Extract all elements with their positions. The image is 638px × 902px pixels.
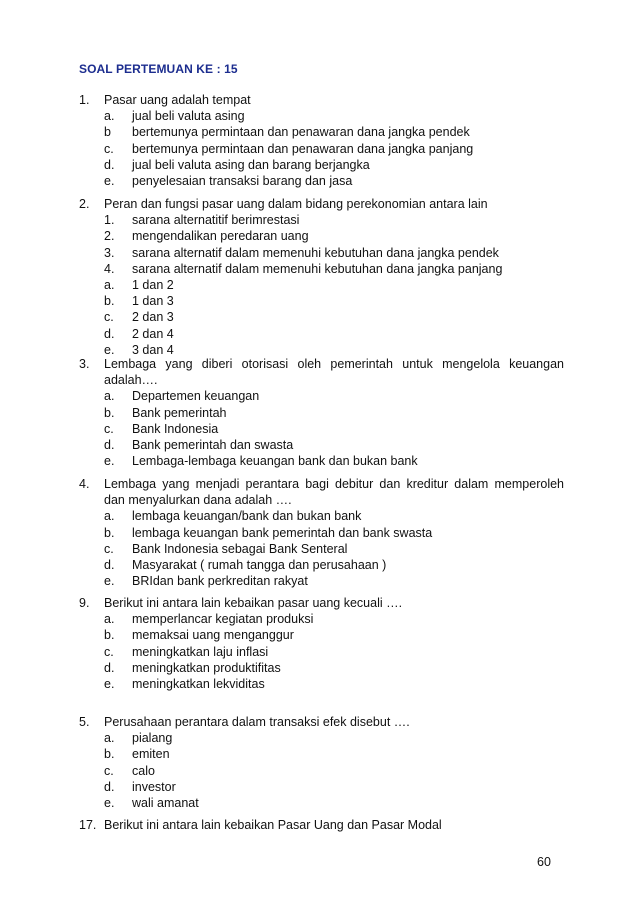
option-text: 1 dan 2	[132, 278, 174, 293]
option-text: sarana alternatitif berimrestasi	[132, 213, 300, 228]
option-c	[104, 421, 564, 437]
option-text: memaksai uang menganggur	[132, 628, 294, 643]
question-stem	[79, 196, 564, 212]
question-number: 4.	[79, 477, 90, 491]
option-d	[104, 660, 564, 676]
question-2	[79, 196, 564, 358]
option-a	[104, 730, 564, 746]
option-label: d.	[104, 438, 115, 453]
option-label: a.	[104, 278, 115, 293]
question-9	[79, 595, 564, 692]
option-label: d.	[104, 326, 115, 341]
question-text: Perusahaan perantara dalam transaksi efek disebut ….	[104, 715, 410, 729]
question-number: 17.	[79, 818, 97, 832]
statement-3	[104, 245, 564, 261]
option-d	[104, 557, 564, 573]
option-c	[104, 763, 564, 779]
option-label: 3.	[104, 245, 115, 260]
option-text: bertemunya permintaan dan penawaran dana jangka panjang	[132, 141, 474, 156]
question-number: 1.	[79, 93, 90, 107]
option-e	[104, 676, 564, 692]
question-text: Pasar uang adalah tempat	[104, 93, 251, 107]
option-text: calo	[132, 763, 155, 778]
option-label: e.	[104, 677, 115, 692]
option-b	[104, 525, 564, 541]
option-label: a.	[104, 389, 115, 404]
option-b	[104, 746, 564, 762]
option-text: 2 dan 3	[132, 310, 174, 325]
option-label: 4.	[104, 261, 115, 276]
option-text: jual beli valuta asing dan barang berjangka	[132, 157, 370, 172]
option-label: e.	[104, 574, 115, 589]
option-text: emiten	[132, 747, 170, 762]
question-number: 5.	[79, 715, 90, 729]
question-stem	[79, 817, 564, 833]
option-label: a.	[104, 109, 115, 124]
statement-1	[104, 212, 564, 228]
question-number: 9.	[79, 596, 90, 610]
option-a	[104, 277, 564, 293]
option-b	[104, 293, 564, 309]
option-text: Bank pemerintah dan swasta	[132, 438, 294, 453]
option-text: jual beli valuta asing	[132, 109, 245, 124]
option-text: mengendalikan peredaran uang	[132, 229, 309, 244]
question-stem	[79, 476, 564, 492]
option-text: lembaga keuangan/bank dan bukan bank	[132, 509, 362, 524]
question-text-line-2: dan menyalurkan dana adalah ….	[104, 493, 292, 508]
option-text: penyelesaian transaksi barang dan jasa	[132, 174, 353, 189]
question-stem	[79, 714, 564, 730]
option-label: 2.	[104, 229, 115, 244]
question-stem	[79, 595, 564, 611]
question-3	[79, 356, 564, 469]
option-text: meningkatkan produktifitas	[132, 660, 281, 675]
option-label: e.	[104, 796, 115, 811]
option-label: c.	[104, 541, 114, 556]
option-text: memperlancar kegiatan produksi	[132, 612, 314, 627]
option-e	[104, 173, 564, 189]
question-stem	[79, 356, 564, 372]
option-text: Masyarakat ( rumah tangga dan perusahaan )	[132, 558, 387, 573]
option-b	[104, 405, 564, 421]
question-text: Peran dan fungsi pasar uang dalam bidang perekonomian antara lain	[104, 197, 488, 211]
option-c	[104, 644, 564, 660]
option-text: 2 dan 4	[132, 326, 174, 341]
option-label: c.	[104, 141, 114, 156]
option-label: a.	[104, 731, 115, 746]
option-text: meningkatkan lekviditas	[132, 677, 265, 692]
option-label: a.	[104, 509, 115, 524]
question-17	[79, 817, 564, 833]
question-4	[79, 476, 564, 589]
question-stem-continued	[79, 492, 564, 508]
statement-2	[104, 228, 564, 244]
question-number: 2.	[79, 197, 90, 211]
question-text: Berikut ini antara lain kebaikan pasar uang kecuali ….	[104, 596, 403, 610]
option-label: c.	[104, 644, 114, 659]
option-label: d.	[104, 157, 115, 172]
option-text: Bank Indonesia	[132, 421, 219, 436]
option-label: d.	[104, 779, 115, 794]
option-label: b.	[104, 747, 115, 762]
page-number: 60	[537, 855, 551, 869]
option-a	[104, 508, 564, 524]
question-stem-continued	[79, 372, 564, 388]
option-label: c.	[104, 310, 114, 325]
option-label: b.	[104, 628, 115, 643]
option-text: wali amanat	[132, 796, 199, 811]
option-e	[104, 573, 564, 589]
option-text: BRIdan bank perkreditan rakyat	[132, 574, 308, 589]
option-b	[104, 124, 564, 140]
question-stem	[79, 92, 564, 108]
option-label: c.	[104, 421, 114, 436]
option-label: b.	[104, 405, 115, 420]
option-label: e.	[104, 342, 115, 357]
option-label: d.	[104, 558, 115, 573]
option-e	[104, 795, 564, 811]
option-a	[104, 388, 564, 404]
option-text: Bank Indonesia sebagai Bank Senteral	[132, 541, 348, 556]
question-1	[79, 92, 564, 189]
option-text: 3 dan 4	[132, 342, 174, 357]
option-d	[104, 437, 564, 453]
option-text: sarana alternatif dalam memenuhi kebutuhan dana jangka panjang	[132, 261, 503, 276]
option-text: lembaga keuangan bank pemerintah dan bank swasta	[132, 525, 433, 540]
option-a	[104, 108, 564, 124]
option-label: a.	[104, 612, 115, 627]
question-5	[79, 714, 564, 811]
option-label: e.	[104, 174, 115, 189]
option-d	[104, 779, 564, 795]
option-text: Departemen keuangan	[132, 389, 260, 404]
option-text: meningkatkan laju inflasi	[132, 644, 269, 659]
question-text-line-2: adalah….	[104, 373, 158, 388]
option-c	[104, 141, 564, 157]
option-d	[104, 326, 564, 342]
option-label: b.	[104, 525, 115, 540]
option-text: pialang	[132, 731, 173, 746]
option-c	[104, 309, 564, 325]
page-title: SOAL PERTEMUAN KE : 15	[79, 62, 238, 76]
option-label: d.	[104, 660, 115, 675]
option-text: investor	[132, 779, 176, 794]
option-label: 1.	[104, 213, 115, 228]
option-text: bertemunya permintaan dan penawaran dana jangka pendek	[132, 125, 470, 140]
option-text: sarana alternatif dalam memenuhi kebutuhan dana jangka pendek	[132, 245, 499, 260]
question-text-line-1: Lembaga yang menjadi perantara bagi debitur dan kreditur dalam memperoleh	[104, 477, 564, 491]
option-label: c.	[104, 763, 114, 778]
option-b	[104, 627, 564, 643]
option-e	[104, 453, 564, 469]
question-text-line-1: Lembaga yang diberi otorisasi oleh pemerintah untuk mengelola keuangan	[104, 357, 564, 371]
option-a	[104, 611, 564, 627]
option-text: Lembaga-lembaga keuangan bank dan bukan bank	[132, 454, 418, 469]
option-label: e.	[104, 454, 115, 469]
statement-4	[104, 261, 564, 277]
option-label: b	[104, 125, 111, 140]
option-label: b.	[104, 294, 115, 309]
option-text: Bank pemerintah	[132, 405, 227, 420]
option-c	[104, 541, 564, 557]
question-number: 3.	[79, 357, 90, 371]
option-d	[104, 157, 564, 173]
question-text: Berikut ini antara lain kebaikan Pasar Uang dan Pasar Modal	[104, 818, 442, 832]
option-text: 1 dan 3	[132, 294, 174, 309]
